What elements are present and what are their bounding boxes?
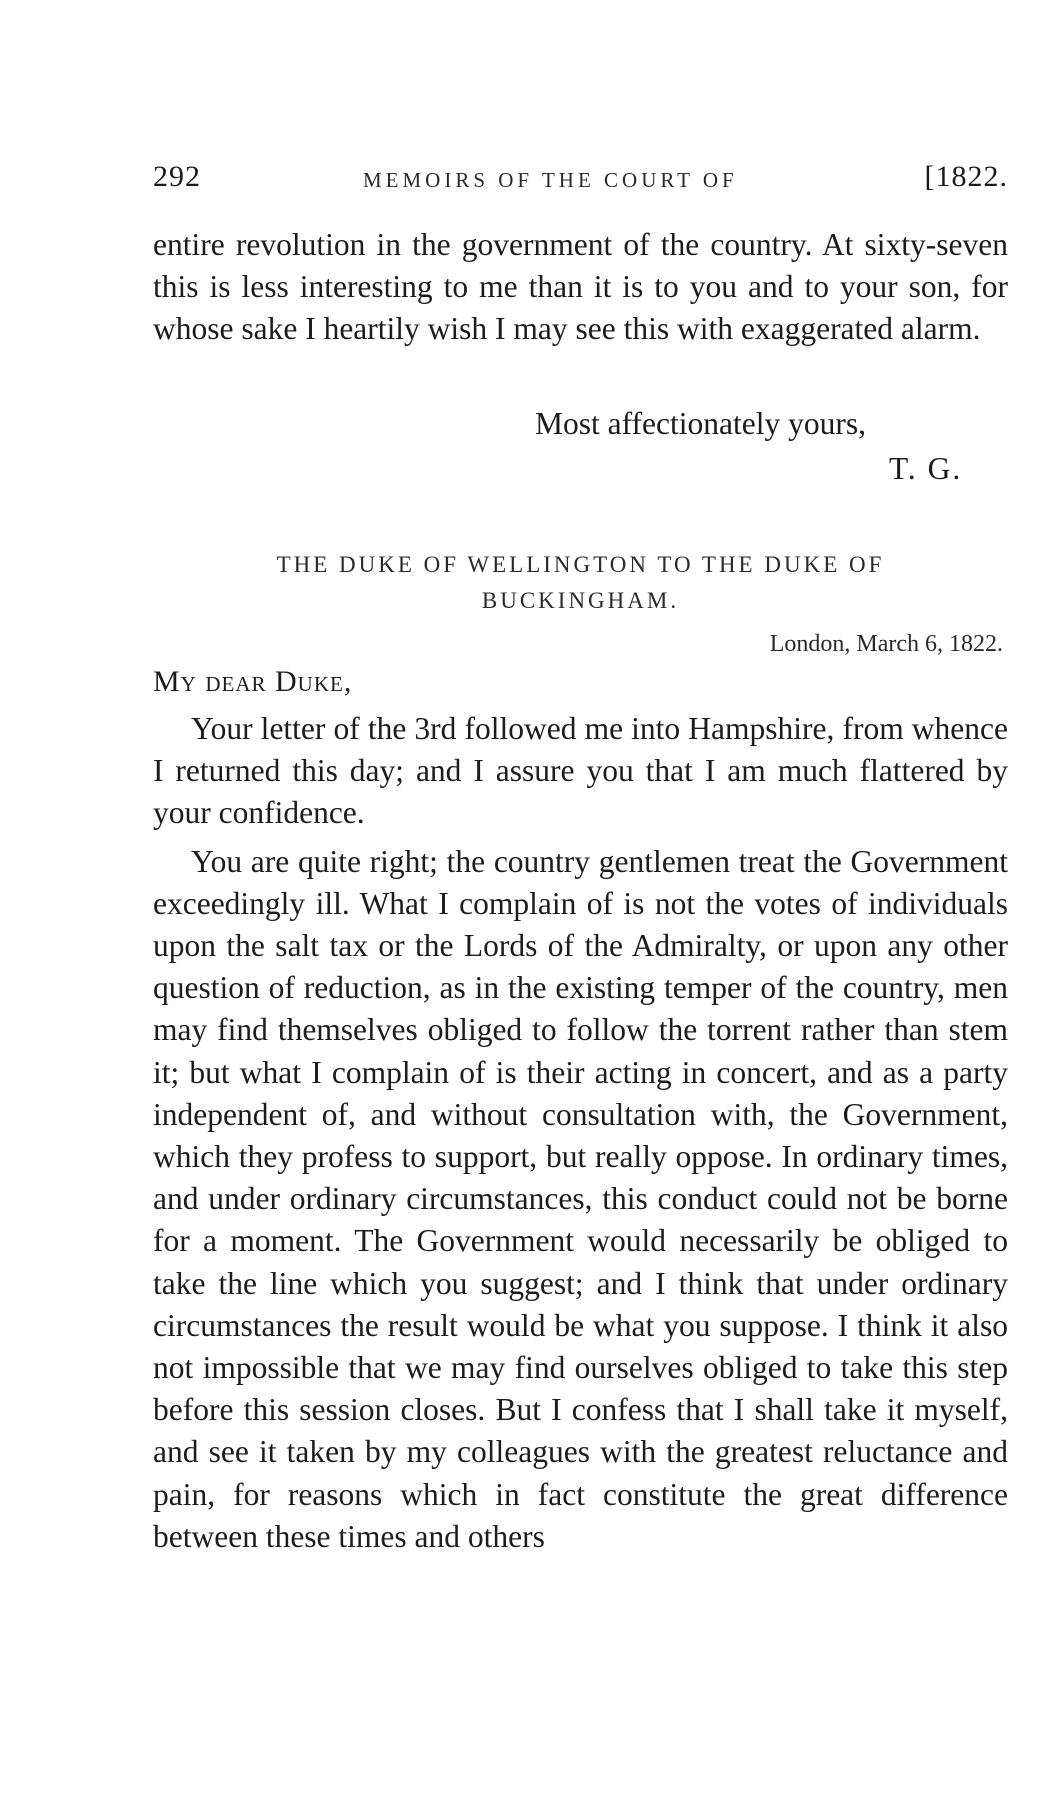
letter-closing: Most affectionately yours, bbox=[535, 406, 866, 441]
page-number: 292 bbox=[153, 160, 201, 193]
letter-paragraph-1: Your letter of the 3rd followed me into Hampshire, from whence I returned this day; and I assure you that I am much flattered by your confidence. bbox=[153, 711, 1008, 831]
letter-dateline: London, March 6, 1822. bbox=[769, 631, 1003, 657]
letter-heading-line-1: THE DUKE OF WELLINGTON TO THE DUKE OF bbox=[276, 552, 885, 577]
running-year: [1822. bbox=[924, 160, 1008, 193]
salutation-text: My dear Duke, bbox=[153, 665, 353, 698]
letter-signature: T. G. bbox=[889, 451, 963, 486]
letter-heading bbox=[153, 547, 1008, 619]
running-title: MEMOIRS OF THE COURT OF bbox=[363, 168, 738, 192]
letter-body bbox=[153, 708, 1008, 1558]
running-head bbox=[153, 160, 1008, 200]
continued-paragraph: entire revolution in the government of the country. At sixty-seven this is less interesting to me than it is to you and to your son, for whose sake I heartily wish I may see this with exaggerated alarm. bbox=[153, 227, 1008, 347]
letter-salutation bbox=[153, 665, 352, 699]
continued-letter-text bbox=[153, 224, 1008, 351]
letter-paragraph-2: You are quite right; the country gentlemen treat the Government exceedingly ill. What I complain of is not the votes of individuals upon the salt tax or the Lords of the Admiralty, or upon any other question of reduction, as in the existing temper of the country, men may find themselves obliged to follow the torrent rather than stem it; but what I complain of is their acting in concert, and as a party independent of, and without consultation with, the Government, which they profess to support, but really oppose. In ordinary times, and under ordinary circumstances, this conduct could not be borne for a moment. The Government would necessarily be obliged to take the line which you suggest; and I think that under ordinary circumstances the result would be what you suppose. I think it also not impossible that we may find ourselves obliged to take this step before this session closes. But I confess that I shall take it myself, and see it taken by my colleagues with the greatest reluctance and pain, for reasons which in fact constitute the great difference between these times and others bbox=[153, 843, 1008, 1554]
letter-heading-line-2: BUCKINGHAM. bbox=[481, 588, 680, 613]
